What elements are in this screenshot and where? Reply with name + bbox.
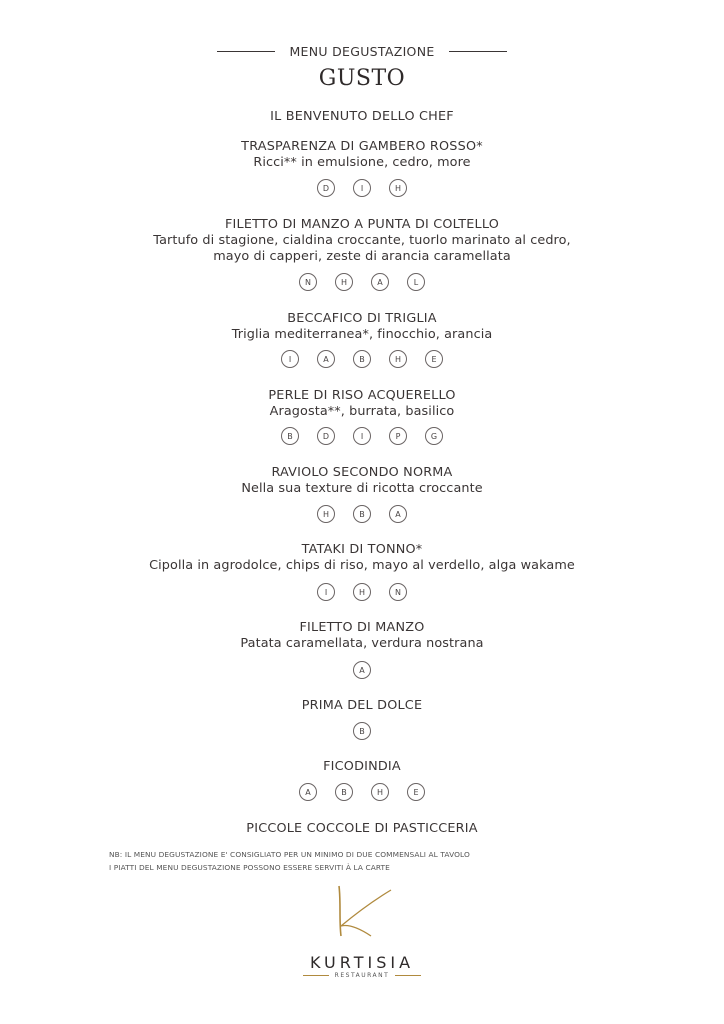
allergen-list bbox=[0, 179, 724, 199]
brand-rule-right bbox=[395, 975, 421, 976]
course-description: Tartufo di stagione, cialdina croccante, tuorlo marinato al cedro, bbox=[153, 233, 571, 248]
course-name: PRIMA DEL DOLCE bbox=[301, 698, 423, 713]
menu-notes bbox=[109, 848, 629, 874]
allergen-badge: L bbox=[407, 273, 425, 291]
allergen-badge: A bbox=[389, 505, 407, 523]
course-name: PERLE DI RISO ACQUERELLO bbox=[268, 388, 456, 403]
course-description: Aragosta**, burrata, basilico bbox=[269, 404, 455, 419]
course-description: mayo di capperi, zeste di arancia caramellata bbox=[213, 249, 511, 264]
allergen-list bbox=[0, 427, 724, 447]
course-name: BECCAFICO DI TRIGLIA bbox=[287, 311, 437, 326]
brand-sub-text: RESTAURANT bbox=[334, 972, 390, 979]
kurtisia-logo-icon bbox=[331, 884, 395, 944]
allergen-list bbox=[0, 350, 724, 370]
course-name: PICCOLE COCCOLE DI PASTICCERIA bbox=[246, 821, 478, 836]
course-item bbox=[0, 311, 724, 343]
allergen-badge: A bbox=[371, 273, 389, 291]
allergen-badge: H bbox=[389, 179, 407, 197]
allergen-badge: P bbox=[389, 427, 407, 445]
course-item bbox=[0, 542, 724, 574]
allergen-badge: I bbox=[353, 427, 371, 445]
allergen-badge: H bbox=[353, 583, 371, 601]
header-rule-left bbox=[217, 51, 275, 52]
allergen-badge: I bbox=[317, 583, 335, 601]
allergen-badge: B bbox=[335, 783, 353, 801]
allergen-badge: N bbox=[299, 273, 317, 291]
course-description: Patata caramellata, verdura nostrana bbox=[240, 636, 484, 651]
allergen-badge: H bbox=[389, 350, 407, 368]
brand-subtitle bbox=[0, 972, 724, 979]
allergen-list bbox=[0, 505, 724, 525]
allergen-list bbox=[0, 722, 724, 742]
menu-title: GUSTO bbox=[318, 66, 406, 91]
allergen-list bbox=[0, 583, 724, 603]
allergen-badge: D bbox=[317, 427, 335, 445]
course-name: FILETTO DI MANZO A PUNTA DI COLTELLO bbox=[224, 217, 500, 232]
course-description: Cipolla in agrodolce, chips di riso, mayo al verdello, alga wakame bbox=[149, 558, 575, 573]
allergen-badge: D bbox=[317, 179, 335, 197]
course-item bbox=[0, 698, 724, 714]
allergen-badge: H bbox=[317, 505, 335, 523]
course-item bbox=[0, 388, 724, 420]
allergen-badge: A bbox=[299, 783, 317, 801]
course-name: RAVIOLO SECONDO NORMA bbox=[271, 465, 453, 480]
header-rule-right bbox=[449, 51, 507, 52]
course-item bbox=[0, 759, 724, 775]
allergen-badge: H bbox=[371, 783, 389, 801]
course-description: Ricci** in emulsione, cedro, more bbox=[253, 155, 471, 170]
brand-rule-left bbox=[303, 975, 329, 976]
allergen-badge: B bbox=[281, 427, 299, 445]
allergen-badge: B bbox=[353, 350, 371, 368]
course-name: FILETTO DI MANZO bbox=[299, 620, 425, 635]
course-name: IL BENVENUTO DELLO CHEF bbox=[270, 109, 454, 124]
allergen-badge: B bbox=[353, 722, 371, 740]
allergen-badge: I bbox=[353, 179, 371, 197]
allergen-badge: I bbox=[281, 350, 299, 368]
menu-header bbox=[0, 44, 724, 59]
course-item bbox=[0, 620, 724, 652]
course-item bbox=[0, 139, 724, 171]
course-description: Nella sua texture di ricotta croccante bbox=[241, 481, 483, 496]
allergen-list bbox=[0, 273, 724, 293]
course-name: TRASPARENZA DI GAMBERO ROSSO* bbox=[241, 139, 483, 154]
course-item bbox=[0, 109, 724, 125]
brand-name: KURTISIA bbox=[309, 953, 415, 972]
allergen-badge: E bbox=[407, 783, 425, 801]
allergen-badge: H bbox=[335, 273, 353, 291]
course-description: Triglia mediterranea*, finocchio, arancia bbox=[231, 327, 493, 342]
allergen-badge: A bbox=[317, 350, 335, 368]
allergen-badge: N bbox=[389, 583, 407, 601]
allergen-badge: B bbox=[353, 505, 371, 523]
allergen-badge: A bbox=[353, 661, 371, 679]
note-line: NB: IL MENU DEGUSTAZIONE E' CONSIGLIATO PER UN MINIMO DI DUE COMMENSALI AL TAVOLO bbox=[109, 850, 470, 859]
note-line: I PIATTI DEL MENU DEGUSTAZIONE POSSONO ESSERE SERVITI À LA CARTE bbox=[109, 863, 390, 872]
course-item bbox=[0, 465, 724, 497]
course-name: TATAKI DI TONNO* bbox=[301, 542, 423, 557]
allergen-badge: G bbox=[425, 427, 443, 445]
course-name: FICODINDIA bbox=[323, 759, 401, 774]
allergen-list bbox=[0, 661, 724, 681]
course-item bbox=[0, 821, 724, 837]
allergen-list bbox=[0, 783, 724, 803]
menu-kicker: MENU DEGUSTAZIONE bbox=[289, 44, 435, 59]
course-item bbox=[0, 217, 724, 265]
allergen-badge: E bbox=[425, 350, 443, 368]
